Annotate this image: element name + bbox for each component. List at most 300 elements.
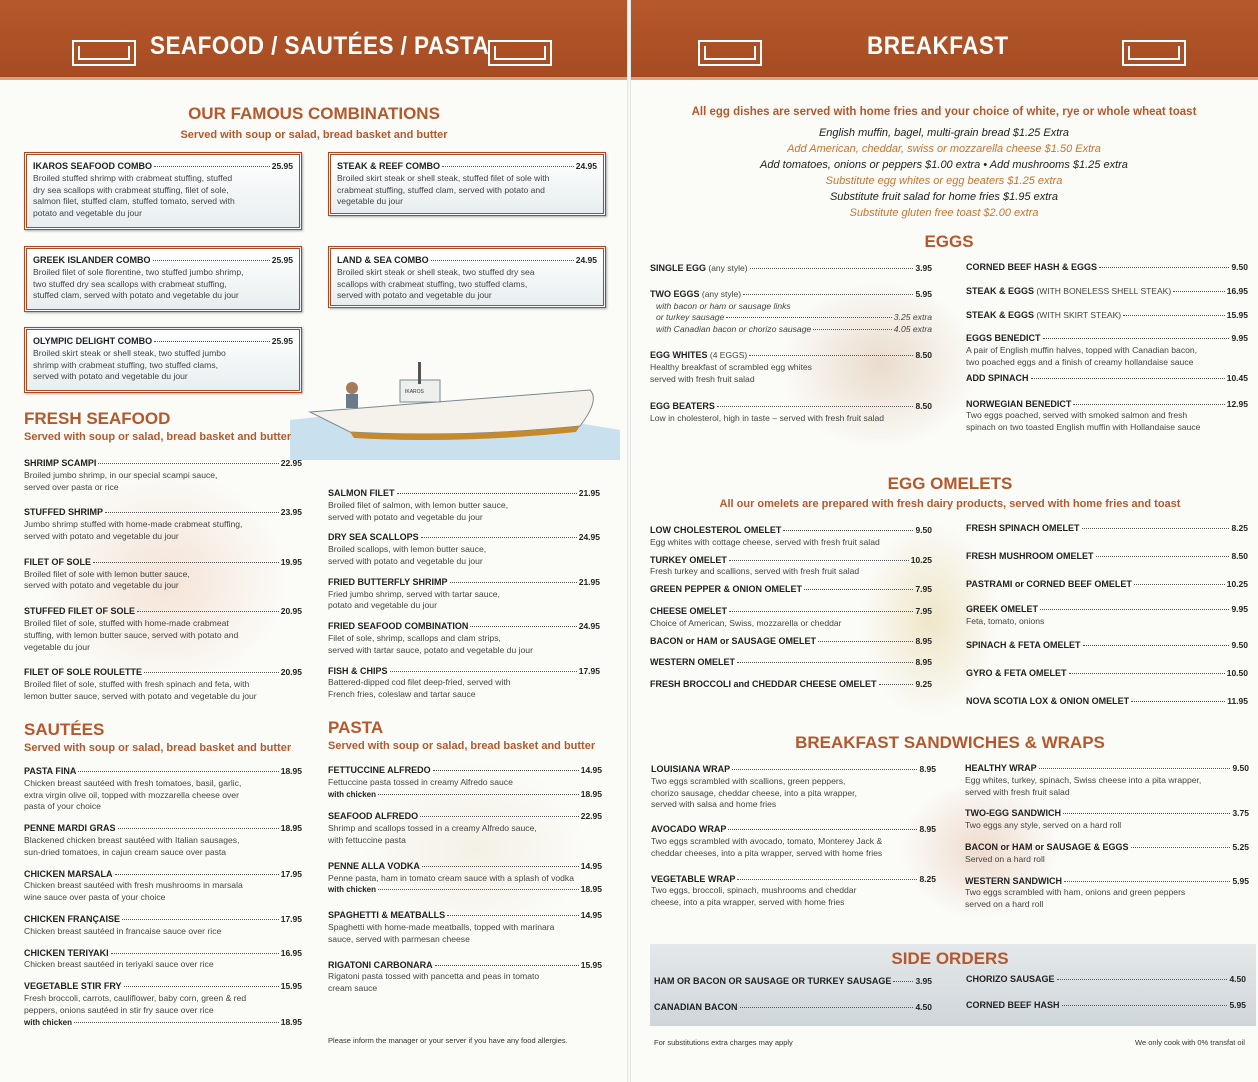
menu-item-row (328, 861, 602, 873)
menu-item-description: Spaghetti with home-made meatballs, topped with marinara (328, 921, 555, 932)
menu-item-description: Fresh broccoli, carrots, cauliflower, baby corn, green & red (24, 992, 247, 1003)
menu-item-description: potato and vegetable du jour (328, 600, 437, 611)
menu-item-description: spinach on two toasted English muffin with Hollandaise sauce (966, 422, 1201, 433)
menu-item-price: 3.95 (915, 263, 932, 273)
menu-item-price: 25.95 (271, 255, 293, 265)
dot-leader (1057, 979, 1228, 980)
menu-item (966, 579, 1248, 591)
menu-item (966, 551, 1248, 563)
menu-item-description: Broiled stuffed shrimp with crabmeat stuffing, stuffed (33, 172, 233, 183)
menu-item (965, 842, 1249, 866)
greek-key-icon (488, 40, 552, 66)
menu-item-row (650, 263, 932, 275)
dot-leader (153, 260, 270, 261)
menu-item-price: 9.95 (1231, 333, 1248, 344)
menu-item (328, 861, 602, 896)
dot-leader (1173, 291, 1225, 292)
menu-item-note: (WITH SKIRT STEAK) (1034, 309, 1122, 320)
dot-leader (729, 560, 909, 561)
omelets-title: EGG OMELETS (887, 474, 1013, 493)
menu-item-description: Blackened chicken breast sautéed with Italian sausages, (24, 834, 240, 845)
menu-item-name: EGGS BENEDICT (966, 333, 1041, 344)
menu-item-row (328, 666, 600, 678)
dot-leader (93, 562, 279, 563)
menu-item (966, 974, 1246, 986)
menu-item-row (328, 811, 602, 823)
menu-item (328, 577, 600, 612)
menu-item-name: SPINACH & FETA OMELET (966, 639, 1081, 650)
menu-item (651, 824, 936, 859)
menu-item (24, 557, 302, 592)
dot-leader (1039, 768, 1231, 769)
menu-item-price: 17.95 (578, 665, 600, 676)
menu-item-row (966, 551, 1248, 563)
menu-item-name: IKAROS SEAFOOD COMBO (33, 161, 153, 171)
boat-label: IKAROS (405, 389, 424, 395)
dot-leader (378, 889, 579, 890)
dot-leader (422, 866, 579, 867)
menu-item-description: Chicken breast sautéed in teriyaki sauce over rice (24, 959, 214, 970)
menu-item-description: Two eggs any style, served on a hard roll (965, 820, 1122, 831)
menu-item-row (650, 289, 932, 301)
menu-item-row (24, 458, 302, 470)
menu-item-row (966, 1000, 1246, 1012)
menu-item-row (651, 874, 936, 886)
dot-leader (804, 589, 913, 590)
menu-item-note: (WITH BONELESS SHELL STEAK) (1034, 285, 1172, 296)
menu-item-description: extra virgin olive oil, topped with mozzarella cheese over (24, 789, 239, 800)
menu-item (24, 458, 302, 493)
menu-item-name: CORNED BEEF HASH & EGGS (966, 262, 1098, 272)
menu-item-name: LOUISIANA WRAP (651, 764, 731, 774)
menu-item-description: Egg whites with cottage cheese, served with fresh fruit salad (650, 536, 880, 547)
menu-item-price: 5.95 (915, 288, 932, 299)
fresh-seafood-col2 (328, 488, 600, 701)
menu-item (328, 621, 600, 656)
menu-item-note: (any style) (706, 263, 748, 273)
menu-item-row (965, 808, 1249, 820)
menu-item-row (650, 555, 932, 567)
menu-item (651, 874, 936, 909)
dot-leader (1099, 267, 1229, 268)
combo-box (24, 152, 302, 230)
menu-item-name: STEAK & REEF COMBO (337, 161, 441, 171)
menu-item-option (650, 324, 932, 336)
menu-item (651, 764, 936, 811)
menu-item-extra-price: 18.95 (580, 884, 602, 895)
menu-item-description: Shrimp and scallops tossed in a creamy Alfredo sauce, (328, 823, 537, 834)
side-orders-col2 (966, 974, 1246, 1012)
menu-item-name: CHEESE OMELET (650, 605, 728, 616)
menu-item-description: served with salsa and home fries (651, 799, 777, 810)
dot-leader (783, 530, 913, 531)
greek-key-icon (698, 40, 762, 66)
menu-item-description: Choice of American, Swiss, mozzarella or cheddar (650, 617, 842, 628)
dot-leader (1073, 404, 1224, 405)
dot-leader (728, 829, 917, 830)
menu-item-row (966, 640, 1248, 652)
menu-item (650, 401, 932, 425)
menu-item-description: Fettuccine pasta tossed in creamy Alfredo sauce (328, 776, 513, 787)
menu-item-option (650, 312, 932, 324)
menu-item-price: 9.25 (915, 679, 932, 690)
menu-item-price: 10.50 (1226, 667, 1248, 678)
menu-item-description: vegetable du jour (337, 196, 403, 207)
dot-leader (1083, 645, 1230, 646)
menu-item (24, 823, 302, 858)
menu-item-price: 7.95 (915, 605, 932, 616)
dot-leader (1040, 609, 1229, 610)
menu-item (966, 604, 1248, 628)
sautees-subtitle: Served with soup or salad, bread basket and butter (24, 742, 292, 754)
dot-leader (740, 1007, 914, 1008)
menu-item-price: 3.95 (915, 976, 932, 986)
menu-item-name: FRIED BUTTERFLY SHRIMP (328, 576, 448, 587)
menu-item-price: 7.95 (915, 584, 932, 595)
extra-option-line: Substitute egg whites or egg beaters $1.25 extra (825, 175, 1063, 187)
menu-item-price: 15.95 (580, 959, 602, 970)
menu-item-name: FILET OF SOLE ROULETTE (24, 667, 142, 678)
menu-item (654, 1002, 932, 1014)
combo-box (24, 246, 302, 312)
menu-item-price: 16.95 (280, 947, 302, 958)
menu-item-price: 8.95 (919, 764, 936, 774)
dot-leader (1131, 847, 1231, 848)
menu-item-description: Low in cholesterol, high in taste – served with fresh fruit salad (650, 413, 885, 424)
menu-item-description: Broiled filet of sole, stuffed with home-made crabmeat (24, 617, 229, 628)
menu-item-description: served with fresh fruit salad (965, 786, 1070, 797)
menu-item-description: Fried jumbo shrimp, served with tartar sauce, (328, 588, 500, 599)
menu-item-description: Filet of sole, shrimp, scallops and clam strips, (328, 632, 501, 643)
dot-leader (1096, 556, 1230, 557)
menu-item-name: FRESH BROCCOLI and CHEDDAR CHEESE OMELET (650, 679, 877, 690)
menu-item-name: FRESH SPINACH OMELET (966, 523, 1080, 533)
pasta-list (328, 765, 602, 995)
menu-item-description: served with potato and vegetable du jour (24, 580, 179, 591)
extra-option-line: Add American, cheddar, swiss or mozzarella cheese $1.50 Extra (787, 143, 1101, 155)
menu-item-name: PENNE MARDI GRAS (24, 823, 116, 834)
menu-item (650, 679, 932, 691)
menu-item-row (965, 763, 1249, 775)
menu-item-name: FETTUCCINE ALFREDO (328, 765, 431, 775)
menu-item-name: EGG BEATERS (650, 401, 715, 412)
menu-item-name: PENNE ALLA VODKA (328, 860, 420, 871)
menu-item-row (33, 336, 293, 348)
menu-item (966, 399, 1248, 434)
menu-item-description: served with potato and vegetable du jour (24, 530, 179, 541)
menu-item-row (966, 373, 1248, 385)
left-header (0, 0, 628, 80)
menu-item-name: STEAK & EGGS (966, 285, 1035, 296)
menu-item-price: 4.50 (1229, 974, 1246, 984)
menu-item (966, 373, 1248, 385)
menu-item-description: potato and vegetable du jour (33, 208, 142, 219)
menu-item-price: 18.95 (280, 766, 302, 776)
menu-item-row (654, 976, 932, 988)
menu-item-price: 10.25 (910, 554, 932, 565)
menu-item (24, 606, 302, 653)
menu-item-description: Broiled jumbo shrimp, in our special scampi sauce, (24, 469, 218, 480)
menu-item-name: GREEK OMELET (966, 604, 1039, 615)
menu-item (650, 636, 932, 648)
dot-leader (137, 611, 279, 612)
dot-leader (115, 874, 279, 875)
menu-item-option-price: 4.05 extra (893, 324, 932, 335)
dot-leader (154, 341, 270, 342)
menu-item-price: 17.95 (280, 913, 302, 924)
extra-option-line: Substitute fruit salad for home fries $1.95 extra (829, 191, 1059, 203)
menu-item-name: TWO EGGS (650, 288, 700, 299)
dot-leader (450, 582, 577, 583)
menu-item-description: served with fresh fruit salad (650, 373, 755, 384)
dot-leader (818, 641, 913, 642)
menu-item (965, 876, 1249, 911)
omelets-col2 (966, 523, 1248, 707)
menu-item (966, 696, 1248, 708)
left-page-title: SEAFOOD / SAUTÉES / PASTA (150, 32, 490, 60)
dot-leader (470, 626, 576, 627)
dot-leader (144, 672, 279, 673)
menu-item-name: GREEN PEPPER & ONION OMELET (650, 584, 803, 595)
menu-item-row (24, 948, 302, 960)
menu-item (24, 667, 302, 702)
menu-item (328, 811, 602, 846)
menu-item-description: wine sauce over pasta of your choice (24, 892, 166, 903)
dot-leader (1063, 813, 1230, 814)
menu-item-price: 24.95 (575, 255, 597, 265)
menu-item-description: Two eggs, broccoli, spinach, mushrooms and cheddar (651, 885, 857, 896)
menu-item-price: 22.95 (280, 458, 302, 468)
menu-item-row (24, 869, 302, 881)
menu-item-price: 4.50 (915, 1001, 932, 1012)
menu-item-row (966, 604, 1248, 616)
menu-item-price: 24.95 (578, 532, 600, 543)
menu-item-price: 5.95 (1229, 999, 1246, 1010)
menu-item-row (33, 161, 293, 173)
menu-item-price: 15.95 (280, 981, 302, 992)
dot-leader (1031, 378, 1225, 379)
menu-item-row (24, 606, 302, 618)
menu-item-description: cheese, into a pita wrapper, served with home fries (651, 897, 845, 908)
menu-item-price: 8.95 (915, 657, 932, 668)
sandwiches-col1 (651, 764, 936, 909)
menu-item-row (24, 667, 302, 679)
menu-item (650, 525, 932, 549)
menu-item-description: crabmeat stuffing, stuffed clam, served with potato and (337, 184, 545, 195)
menu-item-row (650, 606, 932, 618)
menu-item-description: two poached eggs and a finish of creamy hollandaise sauce (966, 356, 1194, 367)
dot-leader (154, 166, 270, 167)
menu-item-name: HAM OR BACON OR SAUSAGE OR TURKEY SAUSAGE (654, 976, 892, 986)
menu-item-price: 9.50 (1232, 763, 1249, 773)
dot-leader (813, 329, 892, 330)
menu-item-note: (4 EGGS) (707, 349, 748, 360)
menu-item-price: 3.75 (1232, 808, 1249, 819)
menu-item (328, 488, 600, 523)
menu-item-row (337, 255, 597, 267)
greek-key-icon (72, 40, 136, 66)
dot-leader (879, 684, 914, 685)
menu-item-description: pasta of your choice (24, 801, 101, 812)
menu-item-description: lemon butter sauce, served with potato and vegetable du jour (24, 690, 257, 701)
menu-item-description: Two eggs scrambled with avocado, tomato, Monterey Jack & (651, 835, 883, 846)
menu-item-description: shrimp with crabmeat stuffing, two stuffed clams, (33, 359, 219, 370)
menu-item-description: Broiled filet of sole florentine, two stuffed jumbo shrimp, (33, 266, 244, 277)
menu-item-price: 24.95 (578, 621, 600, 632)
menu-item-description: stuffed clam, served with potato and vegetable du jour (33, 290, 239, 301)
menu-item (328, 960, 602, 995)
menu-item-name: CANADIAN BACON (654, 1001, 738, 1012)
transfat-note: We only cook with 0% transfat oil (1135, 1038, 1245, 1047)
menu-item-description: served with potato and vegetable du jour (337, 290, 492, 301)
breakfast-intro: All egg dishes are served with home fries and your choice of white, rye or whole wheat toast (691, 106, 1197, 118)
menu-item-name: TURKEY OMELET (650, 554, 727, 565)
menu-item (966, 668, 1248, 680)
dot-leader (98, 463, 278, 464)
combinations-title: OUR FAMOUS COMBINATIONS (188, 104, 440, 123)
fresh-seafood-col1 (24, 458, 302, 703)
menu-item-price: 9.50 (915, 525, 932, 535)
menu-item-option-text: or turkey sausage (656, 312, 725, 323)
menu-item-row (24, 766, 302, 778)
menu-item-price: 8.95 (919, 824, 936, 835)
side-orders-col1 (654, 976, 932, 1014)
menu-item-description: Egg whites, turkey, spinach, Swiss cheese into a pita wrapper, (965, 774, 1202, 785)
menu-item (328, 532, 600, 567)
menu-item-row (966, 668, 1248, 680)
menu-item-name: NORWEGIAN BENEDICT (966, 398, 1072, 409)
menu-item-description: with fettuccine pasta (328, 834, 406, 845)
menu-item-description: chorizo sausage, cheddar cheese, into a pita wrapper, (651, 787, 857, 798)
menu-item-name: FRESH MUSHROOM OMELET (966, 550, 1094, 561)
sandwiches-title: BREAKFAST SANDWICHES & WRAPS (795, 733, 1105, 752)
menu-item-row (328, 765, 602, 777)
dot-leader (1064, 881, 1230, 882)
menu-item-description: served over pasta or rice (24, 481, 119, 492)
menu-item-description: dry sea scallops with crabmeat stuffing, filet of sole, (33, 184, 229, 195)
menu-item-name: NOVA SCOTIA LOX & ONION OMELET (966, 695, 1130, 706)
menu-item-description: Feta, tomato, onions (966, 616, 1045, 627)
dot-leader (732, 769, 917, 770)
menu-item-description: cream sauce (328, 983, 378, 994)
menu-item-name: SHRIMP SCAMPI (24, 458, 97, 468)
menu-item (966, 286, 1248, 298)
menu-item-row (966, 333, 1248, 345)
menu-item-description: Jumbo shrimp stuffed with home-made crabmeat stuffing, (24, 519, 243, 530)
menu-item-description: salmon filet, stuffed clam, stuffed tomato, served with (33, 196, 235, 207)
dot-leader (378, 794, 579, 795)
menu-item-price: 8.95 (915, 635, 932, 646)
menu-item-price: 25.95 (271, 161, 293, 171)
menu-item-price: 8.50 (915, 401, 932, 412)
menu-item-description: Penne pasta, ham in tomato cream sauce with a splash of vodka (328, 872, 575, 883)
menu-item-description: stuffing, with lemon butter sauce, served with potato and (24, 629, 239, 640)
combo-box (328, 152, 606, 216)
menu-item-price: 25.95 (271, 336, 293, 346)
sautees-list (24, 766, 302, 1028)
menu-item-row (650, 657, 932, 669)
dot-leader (78, 771, 278, 772)
menu-item-description: Broiled filet of salmon, with lemon butter sauce, (328, 499, 509, 510)
menu-item-price: 9.95 (1231, 604, 1248, 615)
eggs-col2 (966, 262, 1248, 434)
menu-item (965, 763, 1249, 798)
menu-item-price: 19.95 (280, 556, 302, 567)
menu-item (24, 869, 302, 904)
menu-item-description: Chicken breast sautéed with fresh mushrooms in marsala (24, 880, 243, 891)
menu-item-price: 20.95 (280, 606, 302, 617)
dot-leader (1043, 338, 1230, 339)
dot-leader (105, 512, 279, 513)
menu-item-description: Healthy breakfast of scrambled egg whites (650, 361, 812, 372)
boat-image (290, 360, 620, 460)
menu-item-price: 9.50 (1231, 639, 1248, 650)
menu-item-price: 5.95 (1232, 875, 1249, 886)
menu-item-description: two stuffed dry sea scallops with crabmeat stuffing, (33, 278, 227, 289)
menu-item-row (966, 286, 1248, 298)
menu-item-description: Broiled filet of sole with lemon butter sauce, (24, 568, 190, 579)
menu-item-row (966, 523, 1248, 535)
menu-item-row (24, 557, 302, 569)
menu-item-description: served on a hard roll (965, 899, 1044, 910)
substitutions-note: For substitutions extra charges may apply (654, 1038, 793, 1047)
menu-item (24, 948, 302, 972)
menu-item-price: 18.95 (280, 823, 302, 834)
menu-item-name: VEGETABLE WRAP (651, 873, 736, 884)
menu-item-price: 10.45 (1226, 372, 1248, 383)
menu-item-name: STUFFED FILET OF SOLE (24, 606, 135, 617)
menu-item-name: STUFFED SHRIMP (24, 507, 104, 518)
dot-leader (111, 953, 279, 954)
greek-key-icon (1122, 40, 1186, 66)
menu-item-price: 12.95 (1226, 398, 1248, 409)
menu-item-name: SEAFOOD ALFREDO (328, 811, 419, 822)
menu-item (650, 289, 932, 336)
combinations-subtitle: Served with soup or salad, bread basket and butter (180, 129, 448, 141)
dot-leader (390, 671, 577, 672)
menu-item-row (328, 577, 600, 589)
dot-leader (729, 611, 913, 612)
dot-leader (122, 919, 279, 920)
dot-leader (1123, 315, 1225, 316)
menu-item-extra-name: with chicken (328, 885, 377, 895)
menu-item-description: A pair of English muffin halves, topped with Canadian bacon, (966, 345, 1198, 356)
menu-item-name: FILET OF SOLE (24, 556, 91, 567)
menu-item-name: CHICKEN FRANÇAISE (24, 913, 121, 924)
menu-item-row (328, 960, 602, 972)
menu-item-row (966, 262, 1248, 274)
menu-item-description: Broiled filet of sole, stuffed with fresh spinach and feta, with (24, 679, 250, 690)
menu-item-name: BACON or HAM or SAUSAGE OMELET (650, 635, 817, 646)
menu-item-price: 8.25 (1231, 523, 1248, 533)
menu-item-row (328, 621, 600, 633)
menu-item-description: Fresh turkey and scallions, served with fresh fruit salad (650, 566, 860, 577)
menu-item-name: SALMON FILET (328, 488, 395, 498)
menu-item-name: ADD SPINACH (966, 372, 1029, 383)
sandwiches-col2 (965, 763, 1249, 911)
menu-item-extra (328, 789, 602, 801)
menu-item-row (650, 636, 932, 648)
menu-item-extra-price: 18.95 (280, 1016, 302, 1027)
menu-item-price: 14.95 (580, 860, 602, 871)
menu-item-name: CHORIZO SAUSAGE (966, 974, 1055, 984)
right-page-title: BREAKFAST (867, 32, 1009, 60)
menu-item (650, 555, 932, 579)
menu-item-price: 21.95 (578, 488, 600, 498)
menu-item-row (24, 981, 302, 993)
menu-item-option-text: with bacon or ham or sausage links (656, 300, 791, 311)
menu-item-name: EGG WHITES (650, 349, 708, 360)
